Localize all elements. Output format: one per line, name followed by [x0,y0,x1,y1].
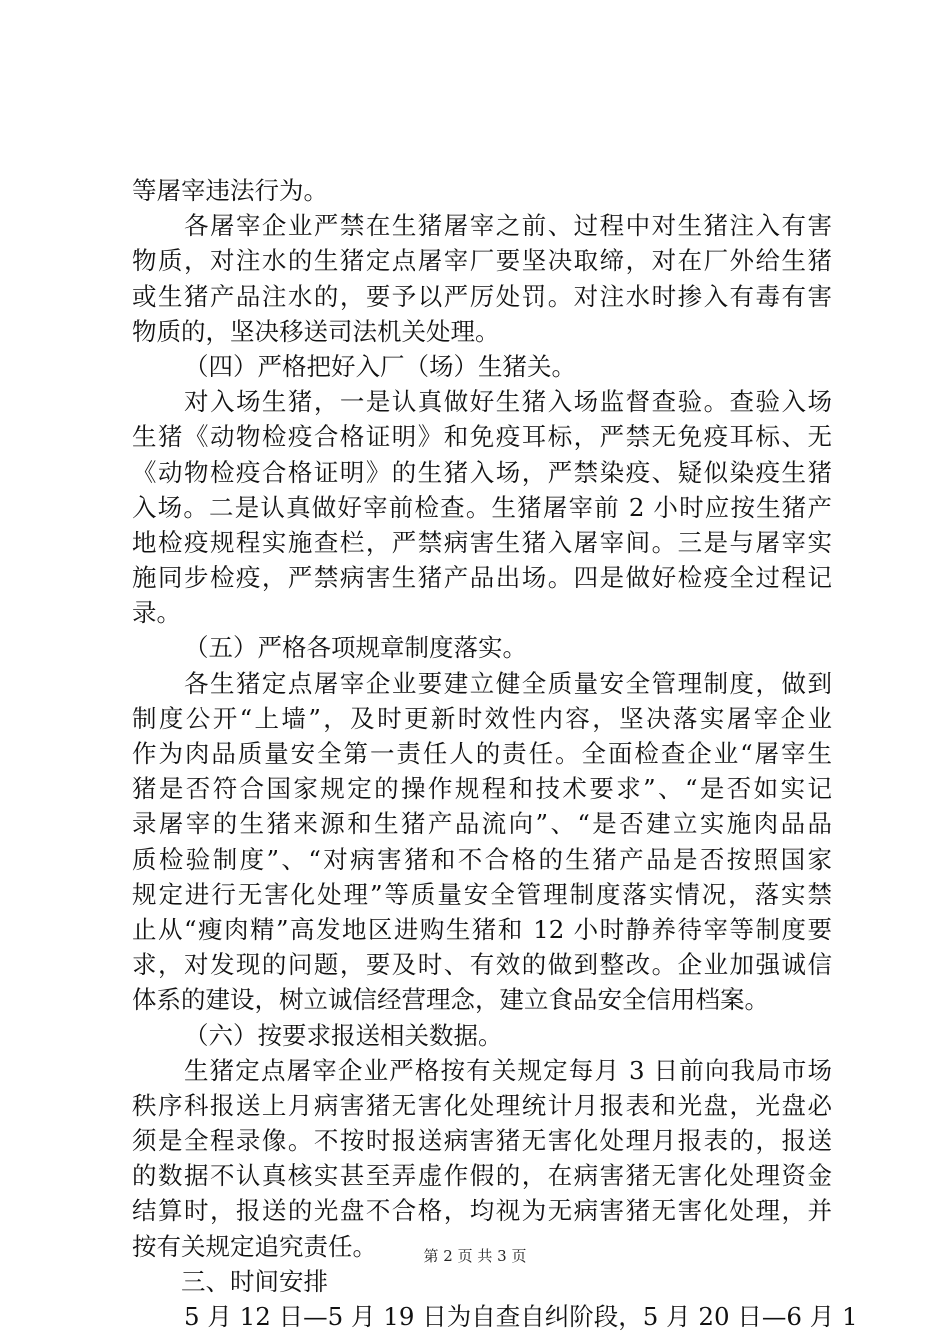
text-line: （六）按要求报送相关数据。 [184,1020,503,1050]
text-line: 生猪定点屠宰企业严格按有关规定每月 3 日前向我局市场 [184,1055,832,1085]
text-line: （四）严格把好入厂（场）生猪关。 [184,351,576,381]
text-line: 施同步检疫，严禁病害生猪产品出场。四是做好检疫全过程记 [132,563,832,593]
text-line: 对入场生猪，一是认真做好生猪入场监督查验。查验入场 [184,387,832,417]
text-line: 各屠宰企业严禁在生猪屠宰之前、过程中对生猪注入有害 [184,211,832,241]
text-line: 各生猪定点屠宰企业要建立健全质量安全管理制度，做到 [184,668,832,698]
text-line: 体系的建设，树立诚信经营理念，建立食品安全信用档案。 [132,985,769,1015]
text-line: 求，对发现的问题，要及时、有效的做到整改。企业加强诚信 [132,950,832,980]
text-line: 生猪《动物检疫合格证明》和免疫耳标，严禁无免疫耳标、无 [132,422,832,452]
text-line: 入场。二是认真做好宰前检查。生猪屠宰前 2 小时应按生猪产 [132,492,832,522]
page-number-label: 第 2 页 共 3 页 [423,1247,527,1265]
text-line: 等屠宰违法行为。 [132,176,328,205]
text-line: 作为肉品质量安全第一责任人的责任。全面检查企业“屠宰生 [132,739,832,768]
page-footer [0,1245,950,1266]
text-line: 物质的，坚决移送司法机关处理。 [132,316,500,346]
text-line: 物质，对注水的生猪定点屠宰厂要坚决取缔，对在厂外给生猪 [132,246,832,276]
text-line: 止从“瘦肉精”高发地区进购生猪和 12 小时静养待宰等制度要 [132,914,832,944]
text-line: 5 月 12 日—5 月 19 日为自查自纠阶段，5 月 20 日—6 月 1 [184,1302,858,1331]
document-body [132,173,858,1334]
text-line: 须是全程录像。不按时报送病害猪无害化处理月报表的，报送 [132,1126,832,1156]
text-line: 《动物检疫合格证明》的生猪入场，严禁染疫、疑似染疫生猪 [132,457,832,487]
text-line: 或生猪产品注水的，要予以严厉处罚。对注水时掺入有毒有害 [132,281,832,311]
text-line: 制度公开“上墙”，及时更新时效性内容，坚决落实屠宰企业 [132,703,832,733]
text-line: 规定进行无害化处理”等质量安全管理制度落实情况，落实禁 [132,879,832,909]
text-line: 三、时间安排 [181,1266,328,1296]
text-line: 地检疫规程实施查栏，严禁病害生猪入屠宰间。三是与屠宰实 [132,527,832,557]
text-line: 的数据不认真核实甚至弄虚作假的，在病害猪无害化处理资金 [132,1161,832,1191]
text-line: 猪是否符合国家规定的操作规程和技术要求”、“是否如实记 [132,774,832,804]
text-line: 秩序科报送上月病害猪无害化处理统计月报表和光盘，光盘必 [132,1090,832,1120]
text-line: 录屠宰的生猪来源和生猪产品流向”、“是否建立实施肉品品 [132,809,832,839]
text-line: 录。 [132,598,181,628]
text-line: 质检验制度”、“对病害猪和不合格的生猪产品是否按照国家 [132,844,832,874]
text-line: （五）严格各项规章制度落实。 [184,633,527,663]
text-line: 按有关规定追究责任。 [132,1231,377,1261]
text-line: 结算时，报送的光盘不合格，均视为无病害猪无害化处理，并 [132,1196,832,1226]
